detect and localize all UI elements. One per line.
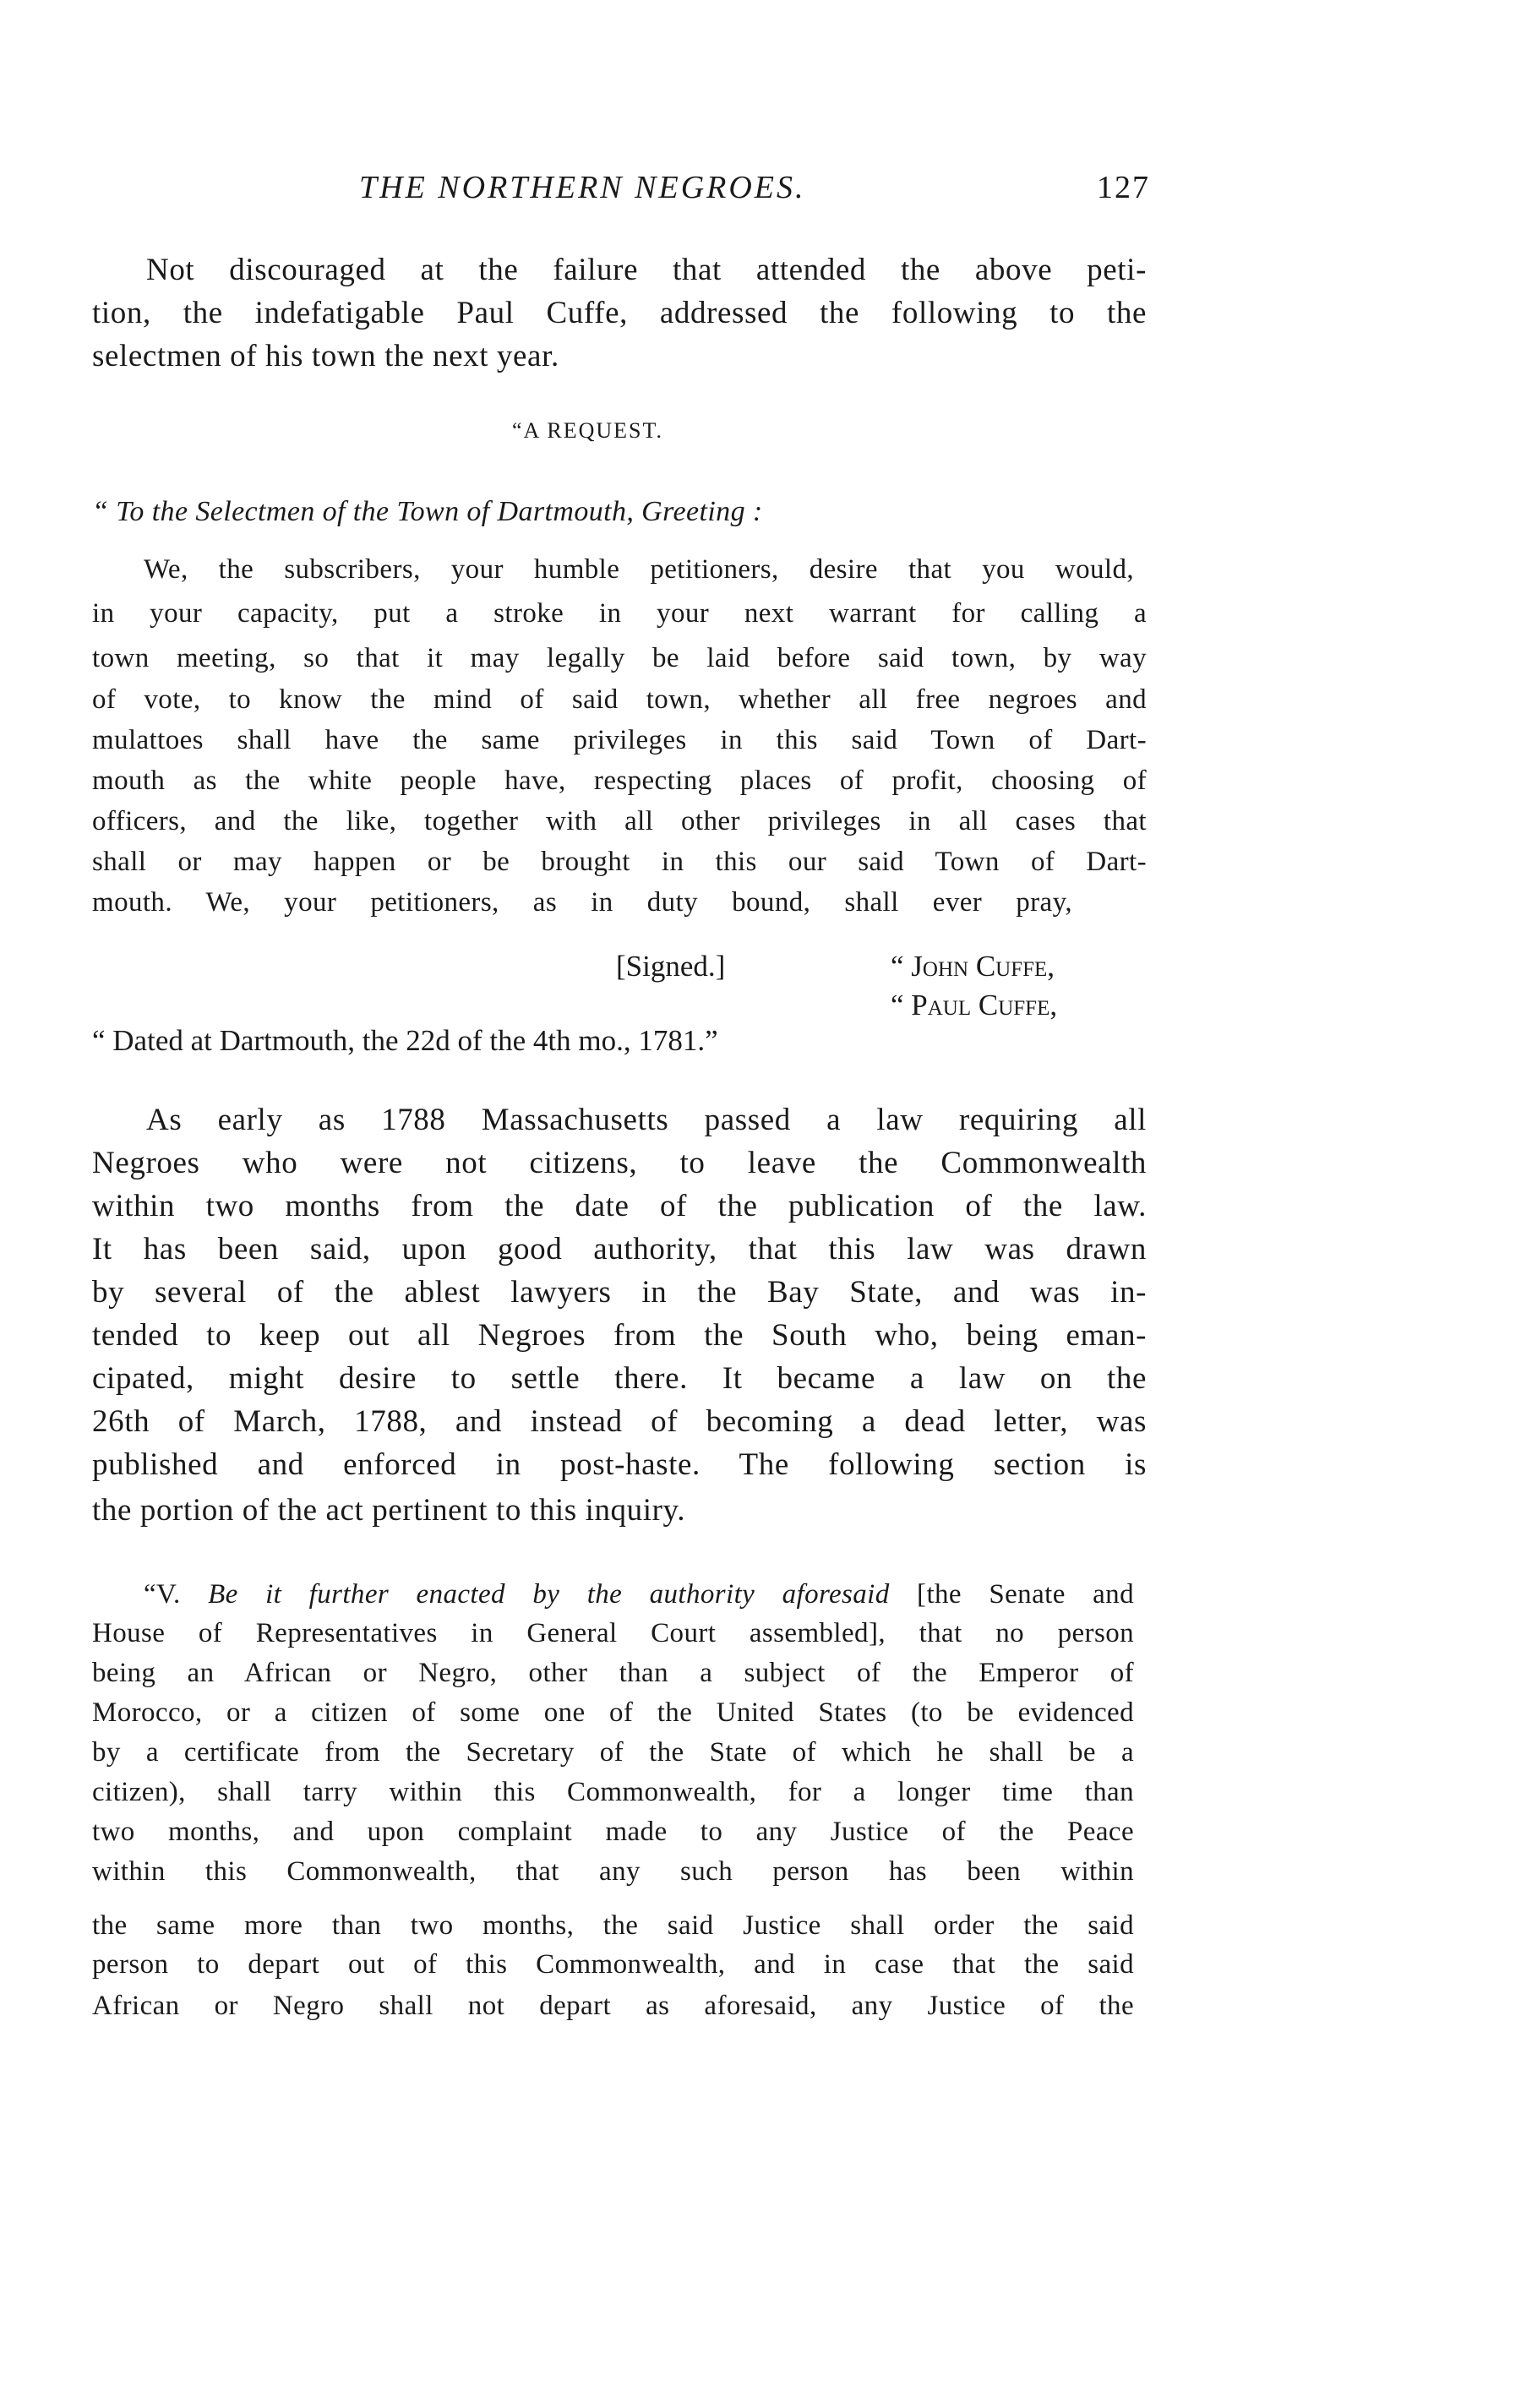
text-line: citizen), shall tarry within this Commonwealth, for a longer time than: [92, 1777, 1134, 1807]
text-line: two months, and upon complaint made to any Justice of the Peace: [92, 1817, 1134, 1847]
request-heading: “A REQUEST.: [512, 418, 663, 443]
text-line: by several of the ablest lawyers in the Bay State, and was in-: [92, 1275, 1147, 1310]
text-line: officers, and the like, together with all other privileges in all cases that: [92, 806, 1147, 836]
text-line: the portion of the act pertinent to this inquiry.: [92, 1493, 686, 1528]
text-line: within this Commonwealth, that any such person has been within: [92, 1856, 1134, 1887]
text-line: House of Representatives in General Court assembled], that no person: [92, 1618, 1134, 1648]
text-line: being an African or Negro, other than a subject of the Emperor of: [92, 1658, 1134, 1688]
text-line: of vote, to know the mind of said town, whether all free negroes and: [92, 684, 1147, 715]
text-line: 26th of March, 1788, and instead of becoming a dead letter, was: [92, 1404, 1147, 1439]
dated-line: “ Dated at Dartmouth, the 22d of the 4th mo., 1781.”: [92, 1024, 718, 1057]
text-line: in your capacity, put a stroke in your next warrant for calling a: [92, 598, 1147, 629]
text-line: African or Negro shall not depart as aforesaid, any Justice of the: [92, 1991, 1134, 2021]
text-line: mouth. We, your petitioners, as in duty bound, shall ever pray,: [92, 887, 1072, 918]
text-line: We, the subscribers, your humble petitioners, desire that you would,: [144, 554, 1134, 585]
section-prefix: “V.: [144, 1579, 209, 1610]
text-line: selectmen of his town the next year.: [92, 339, 559, 373]
chapter-title: THE NORTHERN NEGROES.: [359, 170, 806, 205]
text-line: Not discouraged at the failure that attended the above peti-: [146, 253, 1147, 287]
text-line: mouth as the white people have, respecting places of profit, choosing of: [92, 765, 1147, 796]
signatory-john-cuffe: “ John Cuffe,: [891, 950, 1055, 983]
text-line: within two months from the date of the publication of the law.: [92, 1189, 1147, 1223]
page-number: 127: [1097, 170, 1150, 205]
signed-label: [Signed.]: [616, 950, 726, 983]
text-line: tended to keep out all Negroes from the South who, being eman-: [92, 1318, 1147, 1353]
text-line: Negroes who were not citizens, to leave the Commonwealth: [92, 1146, 1147, 1180]
running-head: [0, 169, 1521, 211]
text-line: tion, the indefatigable Paul Cuffe, addressed the following to the: [92, 296, 1147, 330]
text-line: the same more than two months, the said Justice shall order the said: [92, 1910, 1134, 1941]
text-line: person to depart out of this Commonwealth, and in case that the said: [92, 1949, 1134, 1980]
text-line: town meeting, so that it may legally be laid before said town, by way: [92, 643, 1147, 673]
text-line: As early as 1788 Massachusetts passed a law requiring all: [146, 1103, 1147, 1137]
text-line: by a certificate from the Secretary of the State of which he shall be a: [92, 1737, 1134, 1768]
text-line: Morocco, or a citizen of some one of the United States (to be evidenced: [92, 1697, 1134, 1728]
text-line: It has been said, upon good authority, that this law was drawn: [92, 1232, 1147, 1267]
text-line: mulattoes shall have the same privileges in this said Town of Dart-: [92, 725, 1147, 755]
bracketed-text: [the Senate and: [889, 1579, 1134, 1610]
salutation: “ To the Selectmen of the Town of Dartmouth, Greeting :: [92, 496, 763, 527]
signatory-paul-cuffe: “ Paul Cuffe,: [891, 989, 1058, 1021]
text-line: published and enforced in post-haste. The following section is: [92, 1447, 1147, 1482]
text-line: shall or may happen or be brought in this our said Town of Dart-: [92, 847, 1147, 877]
text-line: cipated, might desire to settle there. It became a law on the: [92, 1361, 1147, 1396]
act-first-line: [144, 1575, 1134, 1615]
enactment-clause: Be it further enacted by the authority aforesaid: [208, 1579, 890, 1610]
